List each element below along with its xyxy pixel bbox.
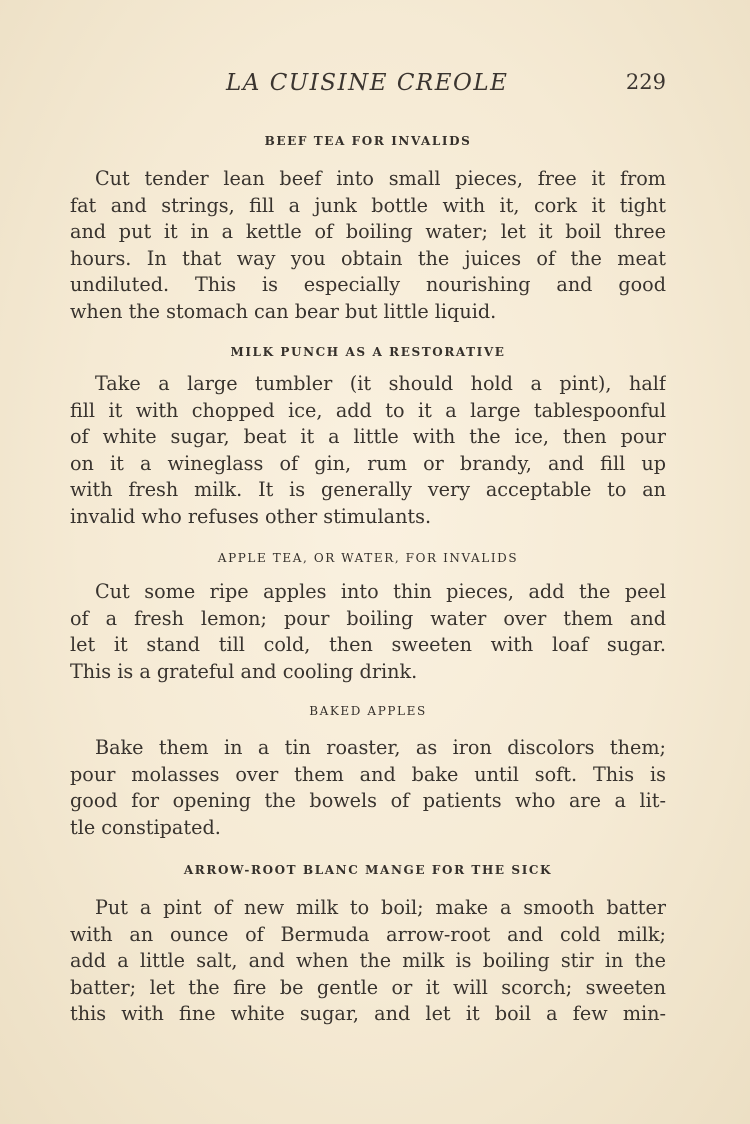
- text-line: when the stomach can bear but little liquid.: [70, 299, 497, 323]
- text-line: with an ounce of Bermuda arrow-root and cold milk;: [70, 922, 666, 946]
- text-line: Put a pint of new milk to boil; make a smooth batter: [95, 896, 666, 919]
- text-line: good for opening the bowels of patients who are a lit-: [70, 789, 666, 812]
- recipe-arrow-root: [70, 895, 666, 1028]
- text-line: on it a wineglass of gin, rum or brandy, and fill up: [70, 451, 666, 475]
- recipe-beef-tea: [70, 166, 666, 325]
- text-line: this with fine white sugar, and let it boil a few min-: [70, 1002, 666, 1025]
- running-title: LA CUISINE CREOLE: [226, 70, 509, 96]
- text-line: undiluted. This is especially nourishing and good: [70, 273, 666, 296]
- section-title-arrow-root: ARROW-ROOT BLANC MANGE FOR THE SICK: [183, 863, 553, 877]
- text-line: hours. In that way you obtain the juices of the meat: [70, 246, 666, 270]
- text-line: of white sugar, beat it a little with the ice, then pour: [70, 425, 666, 448]
- text-line: fat and strings, fill a junk bottle with it, cork it tight: [70, 193, 666, 217]
- text-line: and put it in a kettle of boiling water; let it boil three: [70, 220, 666, 243]
- text-line: add a little salt, and when the milk is boiling stir in the: [70, 949, 666, 972]
- text-line: Cut tender lean beef into small pieces, free it from: [95, 167, 666, 190]
- section-title-milk-punch: MILK PUNCH AS A RESTORATIVE: [230, 345, 506, 359]
- text-line: Take a large tumbler (it should hold a pint), half: [95, 372, 666, 395]
- text-line: invalid who refuses other stimulants.: [70, 504, 432, 528]
- text-line: pour molasses over them and bake until soft. This is: [70, 762, 666, 786]
- recipe-milk-punch: [70, 371, 666, 530]
- text-line: Cut some ripe apples into thin pieces, add the peel: [95, 580, 666, 603]
- page-header: [70, 70, 666, 100]
- text-line: fill it with chopped ice, add to it a large tablespoonful: [70, 398, 666, 422]
- section-title-apple-tea: APPLE TEA, OR WATER, FOR INVALIDS: [217, 551, 519, 565]
- section-title-beef-tea: BEEF TEA FOR INVALIDS: [264, 134, 472, 148]
- text-line: This is a grateful and cooling drink.: [70, 659, 418, 683]
- text-line: of a fresh lemon; pour boiling water over them and: [70, 606, 666, 630]
- text-line: tle constipated.: [70, 815, 221, 839]
- text-line: batter; let the fire be gentle or it will scorch; sweeten: [70, 975, 666, 999]
- text-line: with fresh milk. It is generally very acceptable to an: [70, 478, 666, 501]
- text-line: Bake them in a tin roaster, as iron discolors them;: [95, 736, 666, 759]
- section-title-baked-apples: BAKED APPLES: [309, 704, 427, 718]
- recipe-baked-apples: [70, 735, 666, 841]
- recipe-apple-tea: [70, 579, 666, 685]
- text-line: let it stand till cold, then sweeten with loaf sugar.: [70, 633, 666, 656]
- page-number: 229: [625, 70, 666, 94]
